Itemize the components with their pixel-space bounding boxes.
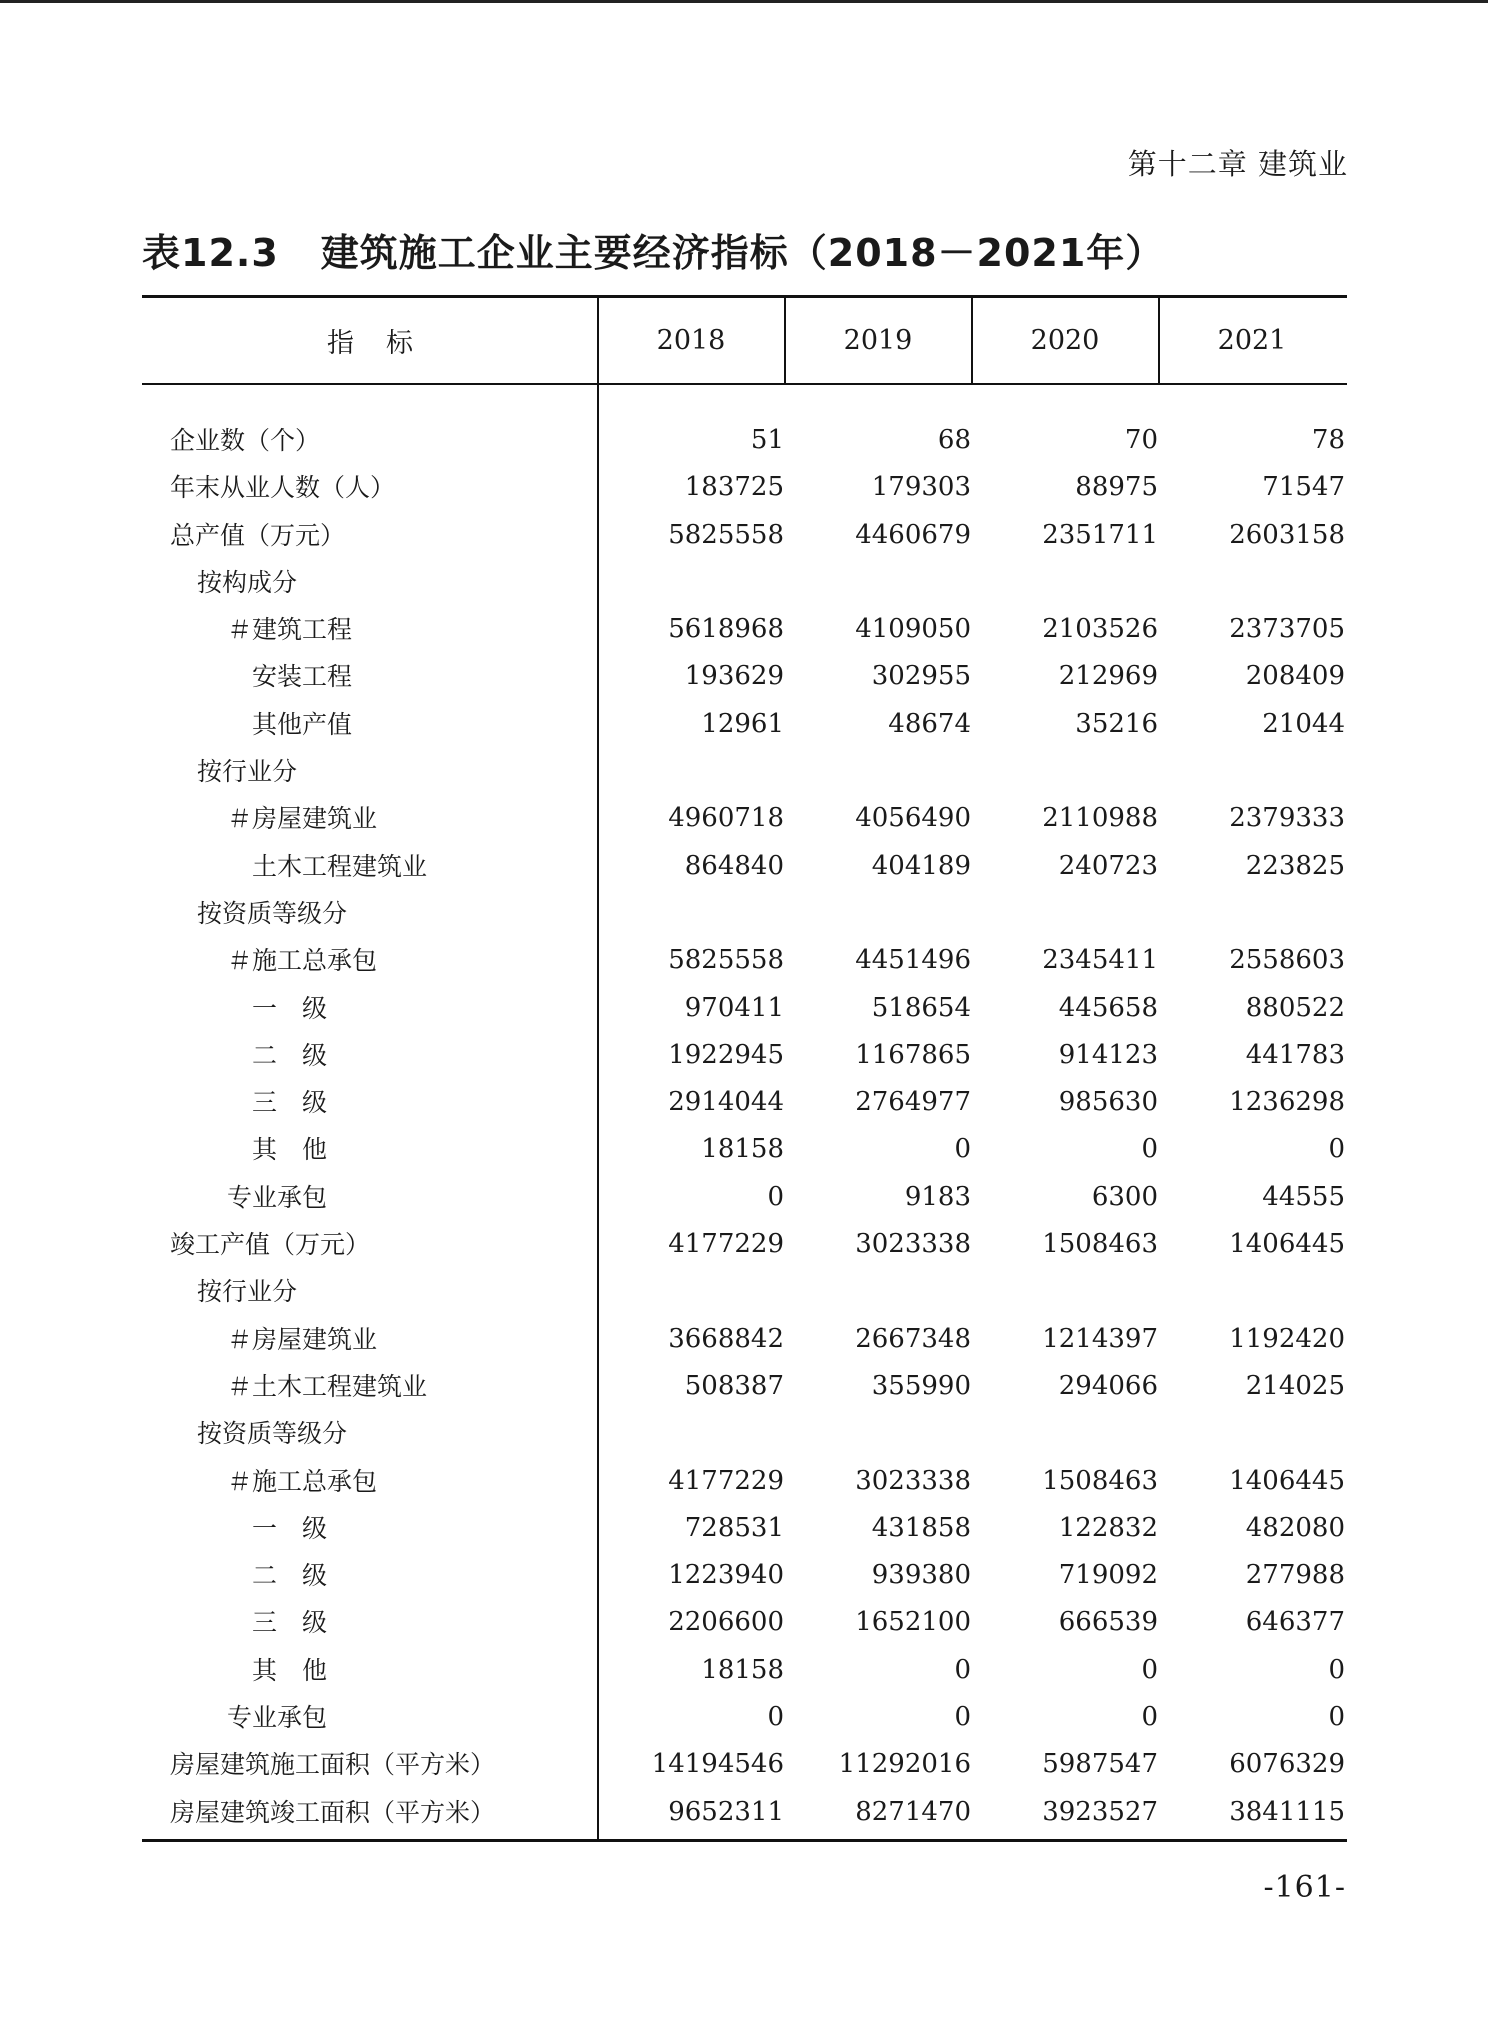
cell-2018: 51 (750, 425, 784, 455)
row-label: 按行业分 (197, 757, 298, 787)
cell-2020: 445658 (1058, 992, 1158, 1023)
cell-2019 (785, 890, 971, 937)
cell-2018: 5618968 (668, 614, 784, 645)
table-row (142, 1694, 1347, 1741)
cell-2019: 4451496 (855, 945, 971, 976)
cell-2019: 939380 (871, 1560, 971, 1591)
cell-2020: 0 (1141, 1702, 1158, 1733)
cell-2018: 18158 (701, 1134, 784, 1165)
cell-2018 (598, 559, 784, 606)
cell-2020: 35216 (1075, 708, 1158, 739)
cell-2020: 5987547 (1042, 1749, 1158, 1780)
row-label: 按行业分 (197, 1277, 298, 1307)
cell-2020: 719092 (1058, 1560, 1158, 1591)
row-label: ＃施工总承包 (227, 946, 378, 976)
header-divider-2019 (784, 298, 786, 383)
header-divider-2021 (1158, 298, 1160, 383)
cell-2019: 4056490 (855, 803, 971, 834)
year-header-2018: 2018 (656, 325, 726, 356)
row-label: 三 级 (252, 1608, 328, 1638)
cell-2019: 3023338 (855, 1465, 971, 1496)
row-label: 其 他 (252, 1135, 328, 1165)
table-row (142, 1079, 1347, 1126)
cell-2021 (1159, 1410, 1345, 1457)
cell-2020: 212969 (1058, 661, 1158, 692)
cell-2018: 0 (767, 1702, 784, 1733)
row-label: 按构成分 (197, 567, 298, 597)
year-header-2021: 2021 (1217, 325, 1287, 356)
cell-2021: 2379333 (1229, 803, 1345, 834)
cell-2018: 4177229 (668, 1229, 784, 1260)
cell-2018: 4960718 (668, 803, 784, 834)
table-row (142, 1410, 1347, 1457)
table-row (142, 417, 1347, 464)
table-row (142, 1458, 1347, 1505)
cell-2020: 2110988 (1042, 803, 1158, 834)
cell-2021: 21044 (1262, 708, 1345, 739)
cell-2018: 18158 (701, 1654, 784, 1685)
cell-2020: 985630 (1058, 1087, 1158, 1118)
row-label: 总产值（万元） (170, 520, 346, 550)
row-label: 按资质等级分 (197, 898, 348, 928)
table-row (142, 1268, 1347, 1315)
cell-2020: 2103526 (1042, 614, 1158, 645)
table-row (142, 701, 1347, 748)
cell-2021: 71547 (1262, 472, 1345, 503)
cell-2020: 1508463 (1042, 1465, 1158, 1496)
cell-2019: 404189 (871, 850, 971, 881)
cell-2020: 88975 (1075, 472, 1158, 503)
cell-2018 (598, 1268, 784, 1315)
cell-2019: 355990 (871, 1370, 971, 1401)
row-label: 一 级 (252, 993, 328, 1023)
cell-2019 (785, 1410, 971, 1457)
table-row (142, 1363, 1347, 1410)
table-row (142, 1221, 1347, 1268)
row-label: 一 级 (252, 1513, 328, 1543)
cell-2021: 277988 (1245, 1560, 1345, 1591)
cell-2021: 1406445 (1229, 1229, 1345, 1260)
cell-2021: 1406445 (1229, 1465, 1345, 1496)
table-row (142, 985, 1347, 1032)
indicator-column-header: 指标 (327, 328, 445, 359)
cell-2021 (1159, 1268, 1345, 1315)
row-label: 专业承包 (227, 1703, 328, 1733)
cell-2021: 880522 (1245, 992, 1345, 1023)
table-row (142, 1174, 1347, 1221)
table-number: 表12.3 (142, 231, 279, 275)
cell-2019: 431858 (871, 1512, 971, 1543)
cell-2021: 2558603 (1229, 945, 1345, 976)
row-label: 竣工产值（万元） (170, 1230, 371, 1260)
row-label: 土木工程建筑业 (252, 851, 428, 881)
cell-2020 (972, 559, 1158, 606)
table-row (142, 937, 1347, 984)
top-border (0, 0, 1488, 3)
cell-2021: 6076329 (1229, 1749, 1345, 1780)
cell-2018: 970411 (684, 992, 784, 1023)
cell-2019: 2667348 (855, 1323, 971, 1354)
row-label: 三 级 (252, 1088, 328, 1118)
cell-2020: 914123 (1058, 1039, 1158, 1070)
page-number: -161- (1263, 1870, 1346, 1905)
cell-2020: 0 (1141, 1134, 1158, 1165)
cell-2018: 193629 (684, 661, 784, 692)
row-label: ＃建筑工程 (227, 615, 353, 645)
cell-2021: 44555 (1262, 1181, 1345, 1212)
header-divider-2020 (971, 298, 973, 383)
cell-2019: 11292016 (838, 1749, 971, 1780)
year-header-2020: 2020 (1030, 325, 1100, 356)
row-label: 其 他 (252, 1655, 328, 1685)
cell-2019 (785, 1268, 971, 1315)
cell-2018: 1922945 (668, 1039, 784, 1070)
cell-2020: 2351711 (1042, 519, 1158, 550)
cell-2019 (785, 748, 971, 795)
table-row (142, 1741, 1347, 1788)
cell-2020: 0 (1141, 1654, 1158, 1685)
cell-2021 (1159, 890, 1345, 937)
cell-2021: 2603158 (1229, 519, 1345, 550)
cell-2018: 4177229 (668, 1465, 784, 1496)
cell-2020: 1508463 (1042, 1229, 1158, 1260)
cell-2018: 2206600 (668, 1607, 784, 1638)
row-label: 房屋建筑施工面积（平方米） (170, 1750, 496, 1780)
cell-2021: 214025 (1245, 1370, 1345, 1401)
cell-2018 (598, 890, 784, 937)
row-label: 专业承包 (227, 1182, 328, 1212)
row-label: ＃土木工程建筑业 (227, 1371, 428, 1401)
cell-2018: 0 (767, 1181, 784, 1212)
row-label: 安装工程 (252, 662, 353, 692)
table-title (142, 222, 1164, 277)
table-row (142, 890, 1347, 937)
cell-2020 (972, 1410, 1158, 1457)
cell-2018: 14194546 (651, 1749, 784, 1780)
table-title-text: 建筑施工企业主要经济指标（2018－2021年） (320, 231, 1165, 275)
row-label: 企业数（个） (170, 426, 321, 455)
cell-2020: 1214397 (1042, 1323, 1158, 1354)
table-row (142, 1789, 1347, 1836)
cell-2021: 0 (1328, 1702, 1345, 1733)
table-row (142, 559, 1347, 606)
cell-2019: 0 (954, 1654, 971, 1685)
cell-2021: 2373705 (1229, 614, 1345, 645)
cell-2020 (972, 1268, 1158, 1315)
table-row (142, 1599, 1347, 1646)
cell-2020: 3923527 (1042, 1796, 1158, 1827)
cell-2018 (598, 748, 784, 795)
table-row (142, 653, 1347, 700)
cell-2018 (598, 1410, 784, 1457)
year-header-2019: 2019 (843, 325, 913, 356)
table-row (142, 1032, 1347, 1079)
cell-2018: 2914044 (668, 1087, 784, 1118)
cell-2019: 179303 (871, 472, 971, 503)
cell-2021: 482080 (1245, 1512, 1345, 1543)
row-label: 其他产值 (252, 709, 353, 739)
row-label: 二 级 (252, 1040, 328, 1070)
cell-2019: 4460679 (855, 519, 971, 550)
table-body (142, 417, 1347, 1836)
cell-2019: 302955 (871, 661, 971, 692)
cell-2019: 0 (954, 1702, 971, 1733)
row-label: 年末从业人数（人） (170, 473, 396, 503)
cell-2019 (785, 559, 971, 606)
row-label: 二 级 (252, 1561, 328, 1591)
table-row (142, 1647, 1347, 1694)
table-row (142, 606, 1347, 653)
table-row (142, 1126, 1347, 1173)
cell-2019: 0 (954, 1134, 971, 1165)
cell-2020: 70 (1124, 425, 1158, 455)
cell-2019: 2764977 (855, 1087, 971, 1118)
row-label: ＃房屋建筑业 (227, 804, 378, 834)
cell-2018: 12961 (701, 708, 784, 739)
table-row (142, 748, 1347, 795)
cell-2021: 0 (1328, 1654, 1345, 1685)
cell-2021: 646377 (1245, 1607, 1345, 1638)
cell-2021: 0 (1328, 1134, 1345, 1165)
chapter-header: 第十二章 建筑业 (1127, 147, 1348, 181)
table-row (142, 795, 1347, 842)
cell-2019: 68 (937, 425, 971, 455)
cell-2018: 9652311 (668, 1796, 784, 1827)
cell-2020: 122832 (1058, 1512, 1158, 1543)
cell-2021 (1159, 748, 1345, 795)
cell-2019: 8271470 (855, 1796, 971, 1827)
cell-2020: 6300 (1091, 1181, 1158, 1212)
table-row (142, 1505, 1347, 1552)
cell-2020: 666539 (1058, 1607, 1158, 1638)
row-label: 按资质等级分 (197, 1419, 348, 1449)
cell-2020: 294066 (1058, 1370, 1158, 1401)
cell-2019: 1167865 (855, 1039, 971, 1070)
cell-2019: 1652100 (855, 1607, 971, 1638)
cell-2018: 183725 (684, 472, 784, 503)
cell-2021: 223825 (1245, 850, 1345, 881)
cell-2020: 2345411 (1042, 945, 1158, 976)
row-label: ＃房屋建筑业 (227, 1324, 378, 1354)
cell-2019: 518654 (871, 992, 971, 1023)
row-label: 房屋建筑竣工面积（平方米） (170, 1797, 496, 1827)
table-row (142, 843, 1347, 890)
table-row (142, 1316, 1347, 1363)
cell-2020 (972, 890, 1158, 937)
cell-2019: 4109050 (855, 614, 971, 645)
table-row (142, 1552, 1347, 1599)
cell-2021: 1236298 (1229, 1087, 1345, 1118)
cell-2018: 3668842 (668, 1323, 784, 1354)
cell-2020: 240723 (1058, 850, 1158, 881)
cell-2021 (1159, 559, 1345, 606)
cell-2018: 508387 (684, 1370, 784, 1401)
cell-2021: 78 (1311, 425, 1345, 455)
table-row (142, 512, 1347, 559)
cell-2019: 48674 (888, 708, 971, 739)
table-header-rule (142, 383, 1347, 385)
cell-2018: 5825558 (668, 945, 784, 976)
cell-2019: 9183 (904, 1181, 971, 1212)
cell-2020 (972, 748, 1158, 795)
row-label: ＃施工总承包 (227, 1466, 378, 1496)
table-bottom-rule (142, 1839, 1347, 1842)
table-row (142, 464, 1347, 511)
cell-2018: 864840 (684, 850, 784, 881)
cell-2021: 3841115 (1229, 1796, 1345, 1827)
cell-2021: 441783 (1245, 1039, 1345, 1070)
cell-2018: 728531 (684, 1512, 784, 1543)
cell-2018: 5825558 (668, 519, 784, 550)
cell-2018: 1223940 (668, 1560, 784, 1591)
cell-2021: 1192420 (1229, 1323, 1345, 1354)
cell-2021: 208409 (1245, 661, 1345, 692)
cell-2019: 3023338 (855, 1229, 971, 1260)
